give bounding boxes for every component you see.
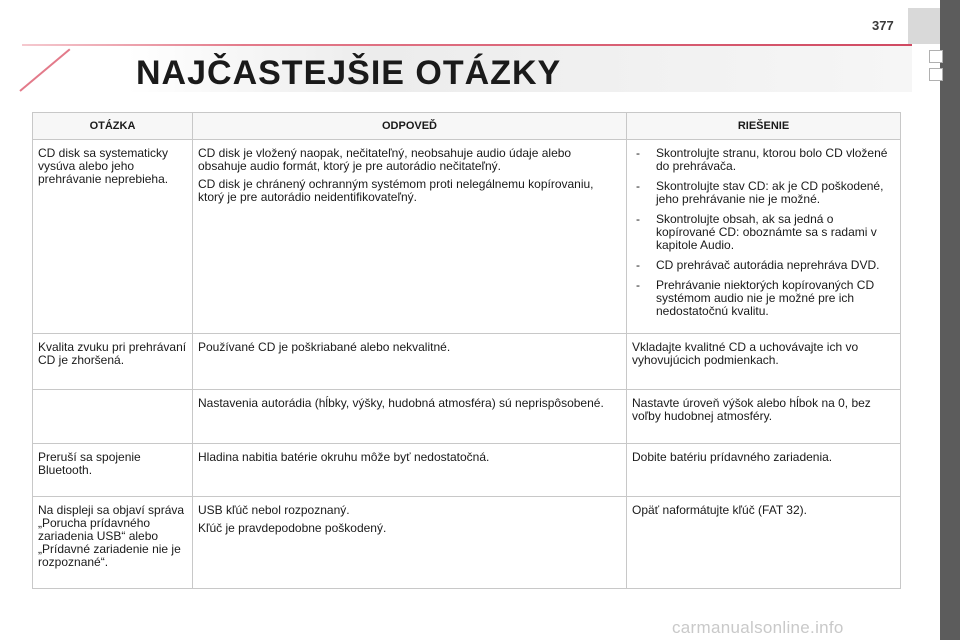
answer-text: Kľúč je pravdepodobne poškodený. — [198, 521, 387, 535]
answer-cell — [193, 334, 627, 390]
column-header-solution: RIEŠENIE — [627, 113, 901, 140]
question-cell — [33, 140, 193, 334]
question-cell — [33, 497, 193, 589]
solution-text: Vkladajte kvalitné CD a uchovávajte ich vo vyhovujúcich podmienkach. — [632, 340, 859, 367]
answer-text: CD disk je chránený ochranným systémom proti nelegálnemu kopírovaniu, ktorý je pre autorádio neidentifikovateľný. — [198, 177, 594, 204]
solution-item: - Skontrolujte stranu, ktorou bolo CD vložené do prehrávača. — [632, 147, 895, 173]
table-header-row — [33, 113, 901, 140]
table-row — [33, 140, 901, 334]
header-accent-line — [22, 44, 912, 46]
question-text: Preruší sa spojenie Bluetooth. — [38, 450, 141, 477]
column-header-answer: ODPOVEĎ — [193, 113, 627, 140]
question-cell — [33, 444, 193, 497]
nav-square-icon — [929, 50, 943, 63]
solution-text: Dobite batériu prídavného zariadenia. — [632, 450, 833, 464]
answer-cell — [193, 497, 627, 589]
question-cell — [33, 390, 193, 444]
solution-cell — [627, 390, 901, 444]
solution-cell — [627, 140, 901, 334]
watermark: carmanualsonline.info — [672, 618, 844, 637]
answer-text: Hladina nabitia batérie okruhu môže byť nedostatočná. — [198, 450, 490, 464]
solution-text: Nastavte úroveň výšok alebo hĺbok na 0, bez voľby hudobnej atmosféry. — [632, 396, 871, 423]
table-row — [33, 444, 901, 497]
solution-cell — [627, 334, 901, 390]
table-row — [33, 390, 901, 444]
solution-cell — [627, 497, 901, 589]
table-row — [33, 334, 901, 390]
answer-text: Používané CD je poškriabané alebo nekvalitné. — [198, 340, 451, 354]
solution-cell — [627, 444, 901, 497]
solution-text: Opäť naformátujte kľúč (FAT 32). — [632, 503, 807, 517]
page-number: 377 — [872, 18, 894, 33]
answer-text: CD disk je vložený naopak, nečitateľný, neobsahuje audio údaje alebo obsahuje audio formát, ktorý je pre autorádio nečitateľný. — [198, 146, 572, 173]
answer-text: Nastavenia autorádia (hĺbky, výšky, hudobná atmosféra) sú neprispôsobené. — [198, 396, 604, 410]
faq-table — [32, 112, 901, 589]
answer-cell — [193, 140, 627, 334]
question-text: Na displeji sa objaví správa „Porucha prídavného zariadenia USB“ alebo „Prídavné zariadenie nie je rozpoznané“. — [38, 503, 185, 569]
solution-item: - CD prehrávač autorádia neprehráva DVD. — [632, 259, 895, 272]
nav-square-icon — [929, 68, 943, 81]
answer-cell — [193, 390, 627, 444]
solution-list — [632, 147, 895, 318]
solution-item: - Skontrolujte obsah, ak sa jedná o kopírované CD: oboznámte sa s radami v kapitole Audio. — [632, 213, 895, 252]
chapter-side-bar — [940, 0, 960, 640]
answer-cell — [193, 444, 627, 497]
question-text: Kvalita zvuku pri prehrávaní CD je zhoršená. — [38, 340, 187, 367]
column-header-question: OTÁZKA — [33, 113, 193, 140]
question-cell — [33, 334, 193, 390]
answer-text: USB kľúč nebol rozpoznaný. — [198, 503, 350, 517]
table-row — [33, 497, 901, 589]
question-text: CD disk sa systematicky vysúva alebo jeho prehrávanie neprebieha. — [38, 146, 169, 186]
page-title: NAJČASTEJŠIE OTÁZKY — [136, 54, 562, 92]
solution-item: - Skontrolujte stav CD: ak je CD poškodené, jeho prehrávanie nie je možné. — [632, 180, 895, 206]
solution-item: - Prehrávanie niektorých kopírovaných CD systémom audio nie je možné pre ich nedostatočnú kvalitu. — [632, 279, 895, 318]
